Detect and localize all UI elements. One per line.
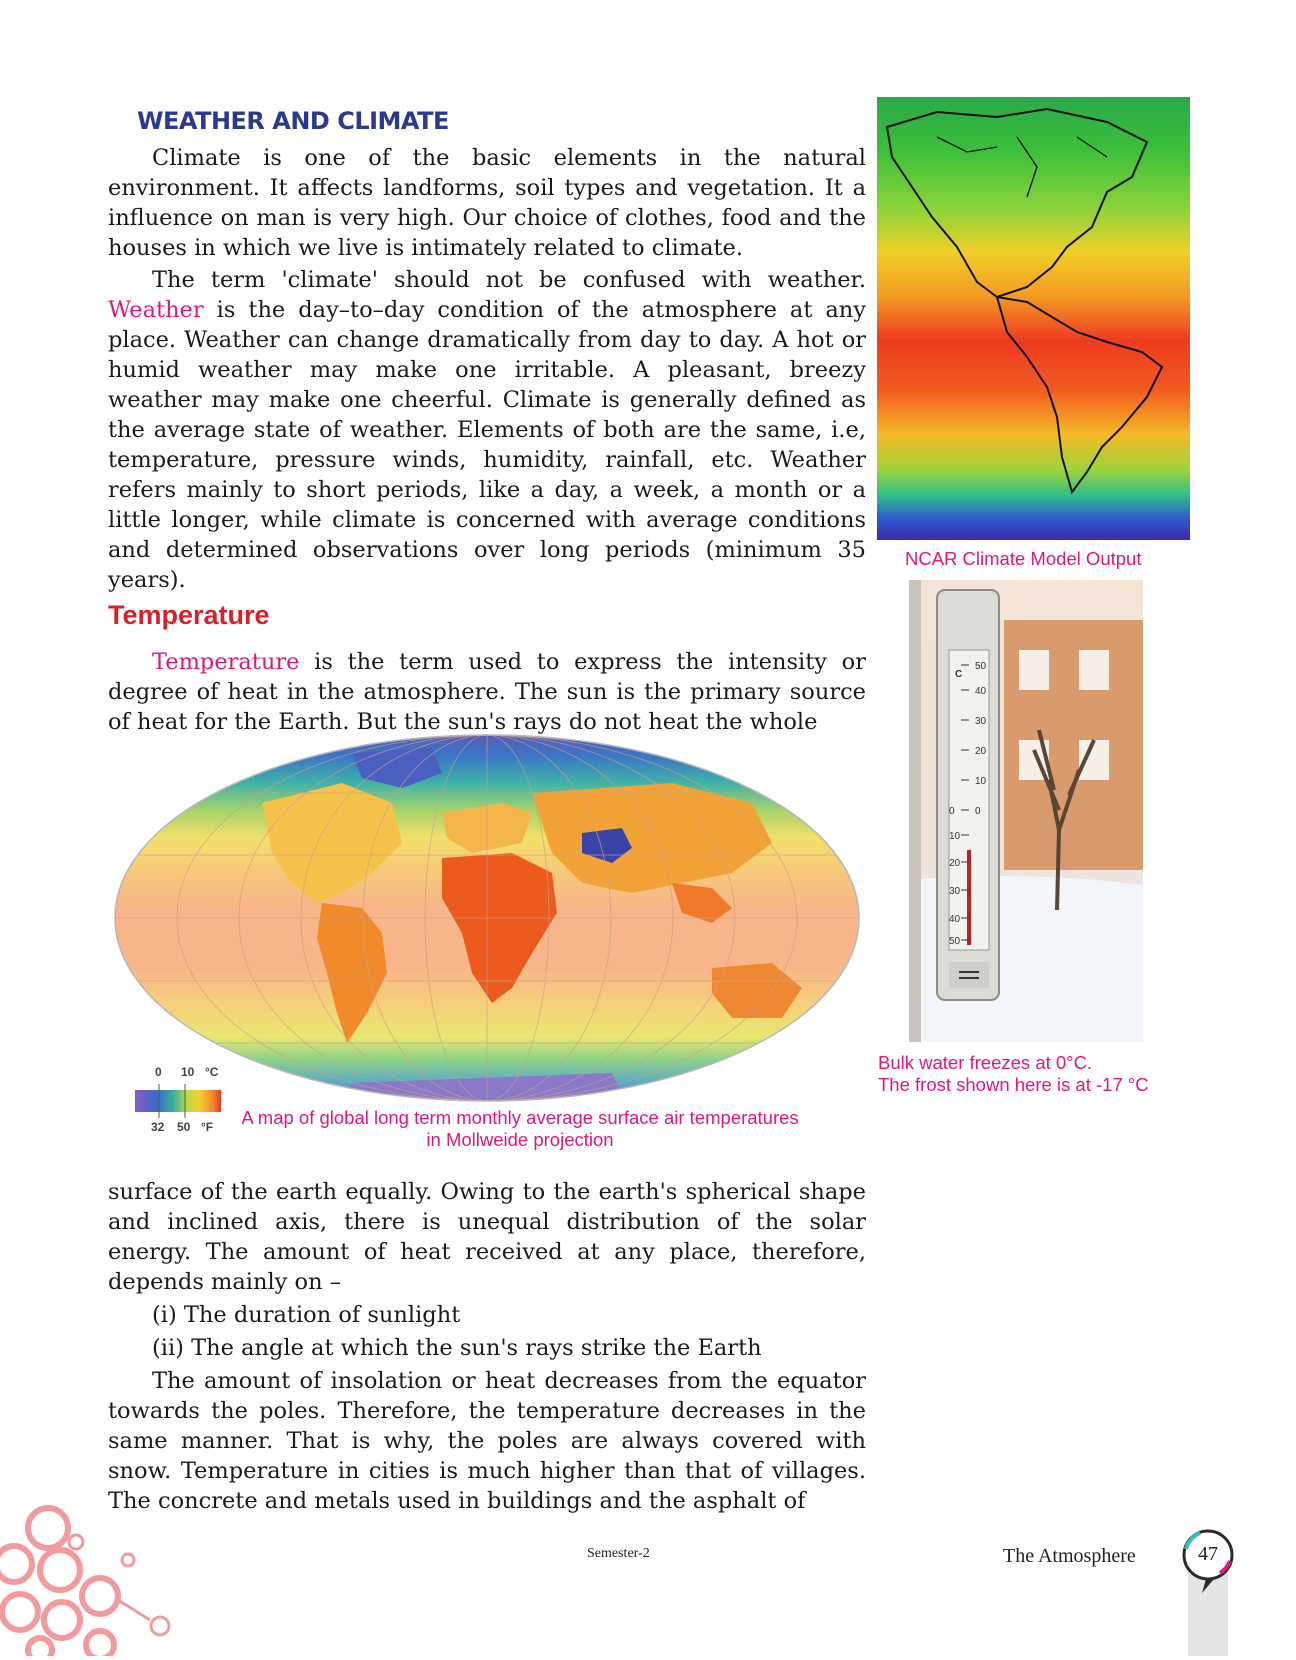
paragraph-weather [108, 265, 866, 595]
paragraph-climate-intro [108, 143, 866, 263]
thermo-mark-neg30: 30 [949, 886, 961, 897]
paragraph-unequal-heating: surface of the earth equally. Owing to the earth's spherical shape and inclined axis, there is unequal distribution of the solar energy. The amount of heat received at any place, therefore, depends mainly on – [108, 1179, 866, 1295]
thermo-mark-10: 10 [975, 776, 987, 787]
temperature-legend [133, 1064, 233, 1134]
map-caption-line2: in Mollweide projection [426, 1129, 614, 1150]
thermo-mark-neg50: 50 [949, 936, 961, 947]
map-caption-line1: A map of global long term monthly average surface air temperatures [241, 1107, 799, 1128]
paragraph-climate-text: Climate is one of the basic elements in the natural environment. It affects landforms, soil types and vegetation. It a influence on man is very high. Our choice of clothes, food and the houses in which we live is intimately related to climate. [108, 145, 866, 261]
paragraph-temperature-def [108, 647, 866, 737]
thermo-unit: C [955, 669, 963, 680]
paragraph-insolation-text: The amount of insolation or heat decreases from the equator towards the poles. Therefore, the temperature decreases in the same manner. That is why, the poles are always covered with snow. Temperature in cities is much higher than that of villages. The concrete and metals used in buildings and the asphalt of [108, 1368, 866, 1514]
thermo-mark-neg20: 20 [949, 858, 961, 869]
footer-chapter: The Atmosphere [1003, 1545, 1136, 1567]
thermo-mark-neg10: 10 [949, 831, 961, 842]
weather-term: Weather [108, 297, 204, 323]
page-number: 47 [1198, 1543, 1218, 1565]
section-heading: WEATHER AND CLIMATE [137, 107, 449, 135]
thermo-mark-0: 0 [975, 806, 981, 817]
paragraph-insolation [108, 1366, 866, 1516]
temperature-term: Temperature [152, 649, 300, 675]
ncar-climate-image [877, 97, 1190, 540]
paragraph-weather-rest: is the day–to–day condition of the atmosphere at any place. Weather can change dramatically from day to day. A hot or humid weather may make one irritable. A pleasant, breezy weather may make one cheerful. Climate is generally defined as the average state of weather. Elements of both are the same, i.e, temperature, pressure winds, humidity, rainfall, etc. Weather refers mainly to short periods, like a day, a week, a month or a little longer, while climate is concerned with average conditions and determined observations over long periods (minimum 35 years). [108, 297, 866, 593]
thermometer-caption-line1: Bulk water freezes at 0°C. [878, 1052, 1093, 1073]
legend-f-32: 32 [151, 1120, 165, 1134]
legend-f-50: 50 [177, 1120, 191, 1134]
thermometer-caption [878, 1052, 1149, 1096]
thermometer-photo [909, 580, 1143, 1042]
thermometer-caption-line2: The frost shown here is at -17 °C [878, 1074, 1149, 1095]
legend-c-0: 0 [155, 1065, 162, 1079]
list-item: (ii) The angle at which the sun's rays strike the Earth [152, 1335, 762, 1361]
legend-c-10: 10 [181, 1065, 195, 1079]
legend-f-unit: °F [201, 1120, 214, 1134]
paragraph-temperature-rest: is the term used to express the intensity or degree of heat in the atmosphere. The sun is the primary source of heat for the Earth. But the sun's rays do not heat the whole [108, 649, 866, 735]
ncar-caption: NCAR Climate Model Output [905, 548, 1142, 569]
list-item: (i) The duration of sunlight [152, 1302, 461, 1328]
thermo-mark-20: 20 [975, 746, 987, 757]
temperature-heading: Temperature [108, 600, 270, 630]
footer-semester: Semester-2 [587, 1546, 650, 1561]
legend-c-unit: °C [205, 1065, 219, 1079]
thermo-mark-40: 40 [975, 686, 987, 697]
map-caption [225, 1107, 815, 1151]
thermo-mark-neg40: 40 [949, 914, 961, 925]
thermo-mark-zero-left: 0 [949, 806, 955, 817]
decorative-circles [0, 1500, 180, 1656]
paragraph-weather-start: The term 'climate' should not be confused with weather. [152, 267, 866, 293]
thermo-mark-30: 30 [975, 716, 987, 727]
thermo-mark-50: 50 [975, 661, 987, 672]
